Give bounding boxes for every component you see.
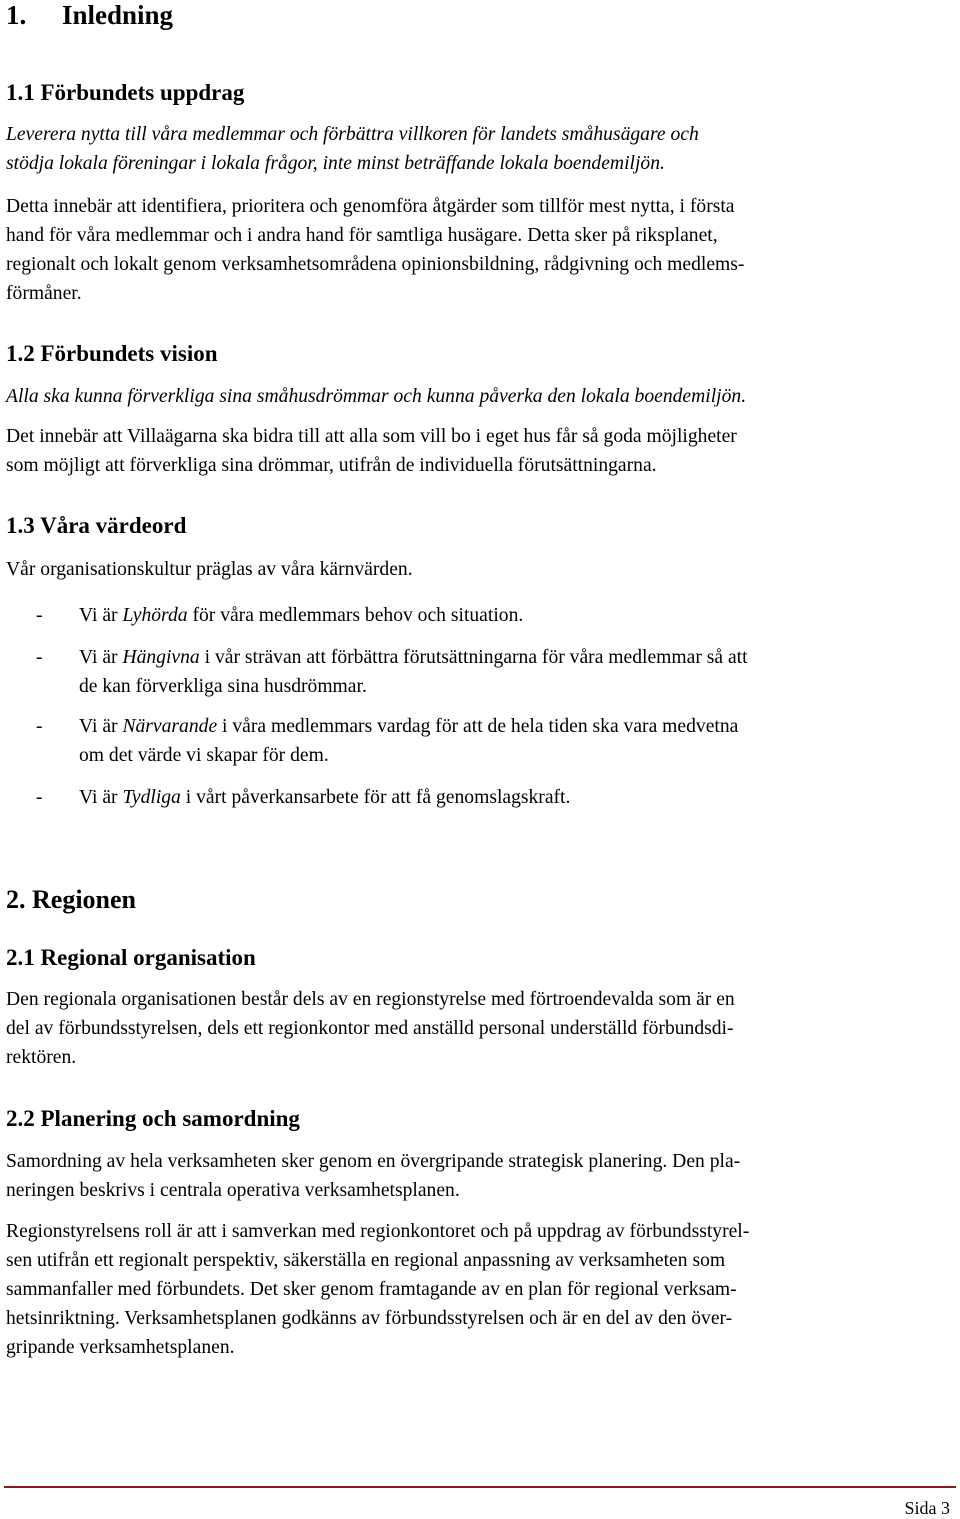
heading-1-2: 1.2 Förbundets vision xyxy=(6,341,218,366)
section-1-heading xyxy=(6,0,956,30)
paragraph-line: Detta innebär att identifiera, prioritera och genomföra åtgärder som tillför mest nytta, i första xyxy=(6,196,735,217)
mission-body-paragraph xyxy=(6,192,956,308)
paragraph-line: sen utifrån ett regionalt perspektiv, säkerställa en regional anpassning av verksamheten som xyxy=(6,1250,726,1271)
section-2-heading: 2. Regionen xyxy=(6,885,136,914)
paragraph-line: Regionstyrelsens roll är att i samverkan med regionkontoret och på uppdrag av förbundsstyrel- xyxy=(6,1221,750,1242)
paragraph-line: rektören. xyxy=(6,1047,77,1068)
value-list-item: - Vi är Tydliga i vårt påverkansarbete för att få genomslagskraft. xyxy=(6,783,956,812)
mission-line: stödja lokala föreningar i lokala frågor, inte minst beträffande lokala boendemiljön. xyxy=(6,153,665,174)
planning-paragraph-2 xyxy=(6,1217,956,1362)
value-keyword: Närvarande xyxy=(122,716,218,737)
paragraph-line: sammanfaller med förbundets. Det sker genom framtagande av en plan för regional verksam- xyxy=(6,1279,737,1300)
vision-body-paragraph xyxy=(6,422,956,480)
values-intro: Vår organisationskultur präglas av våra kärnvärden. xyxy=(6,559,413,580)
paragraph-line: gripande verksamhetsplanen. xyxy=(6,1337,235,1358)
section-1-number: 1. xyxy=(6,0,27,30)
paragraph-line: del av förbundsstyrelsen, dels ett regionkontor med anställd personal underställd förbundsdi- xyxy=(6,1018,734,1039)
list-dash: - xyxy=(36,716,43,737)
paragraph-line: neringen beskrivs i centrala operativa verksamhetsplanen. xyxy=(6,1180,460,1201)
list-dash: - xyxy=(36,605,43,626)
value-list-item: - Vi är Närvarande i våra medlemmars vardag för att de hela tiden ska vara medvetna om det värde vi skapar för dem. xyxy=(6,712,956,770)
section-1-title: Inledning xyxy=(62,0,174,30)
paragraph-line: Det innebär att Villaägarna ska bidra till att alla som vill bo i eget hus får så goda möjligheter xyxy=(6,426,737,447)
paragraph-line: regionalt och lokalt genom verksamhetsområdena opinionsbildning, rådgivning och medlems- xyxy=(6,254,745,275)
heading-2-2: 2.2 Planering och samordning xyxy=(6,1106,300,1131)
paragraph-line: förmåner. xyxy=(6,283,82,304)
mission-statement xyxy=(6,120,956,178)
paragraph-line: Den regionala organisationen består dels av en regionstyrelse med förtroendevalda som är en xyxy=(6,989,735,1010)
page-number: Sida 3 xyxy=(904,1498,950,1518)
list-dash: - xyxy=(36,787,43,808)
heading-1-3: 1.3 Våra värdeord xyxy=(6,513,187,538)
value-list-item: - Vi är Hängivna i vår strävan att förbättra förutsättningarna för våra medlemmar så att de kan förverkliga sina husdrömmar. xyxy=(6,643,956,701)
value-keyword: Tydliga xyxy=(122,787,181,808)
vision-statement: Alla ska kunna förverkliga sina småhusdrömmar och kunna påverka den lokala boendemiljön. xyxy=(6,386,747,407)
paragraph-line: hetsinriktning. Verksamhetsplanen godkänns av förbundsstyrelsen och är en del av den över- xyxy=(6,1308,733,1329)
value-list-item: - Vi är Lyhörda för våra medlemmars behov och situation. xyxy=(6,601,956,630)
mission-line: Leverera nytta till våra medlemmar och förbättra villkoren för landets småhusägare och xyxy=(6,124,699,145)
value-keyword: Lyhörda xyxy=(122,605,188,626)
footer-rule xyxy=(4,1486,956,1488)
heading-1-1: 1.1 Förbundets uppdrag xyxy=(6,80,245,105)
regional-organisation-paragraph xyxy=(6,985,956,1072)
heading-2-1: 2.1 Regional organisation xyxy=(6,945,256,970)
paragraph-line: som möjligt att förverkliga sina drömmar, utifrån de individuella förutsättningarna. xyxy=(6,455,657,476)
planning-paragraph-1 xyxy=(6,1147,956,1205)
value-keyword: Hängivna xyxy=(122,647,200,668)
list-dash: - xyxy=(36,647,43,668)
paragraph-line: Samordning av hela verksamheten sker genom en övergripande strategisk planering. Den pla- xyxy=(6,1151,741,1172)
paragraph-line: hand för våra medlemmar och i andra hand för samtliga husägare. Detta sker på riksplanet, xyxy=(6,225,718,246)
